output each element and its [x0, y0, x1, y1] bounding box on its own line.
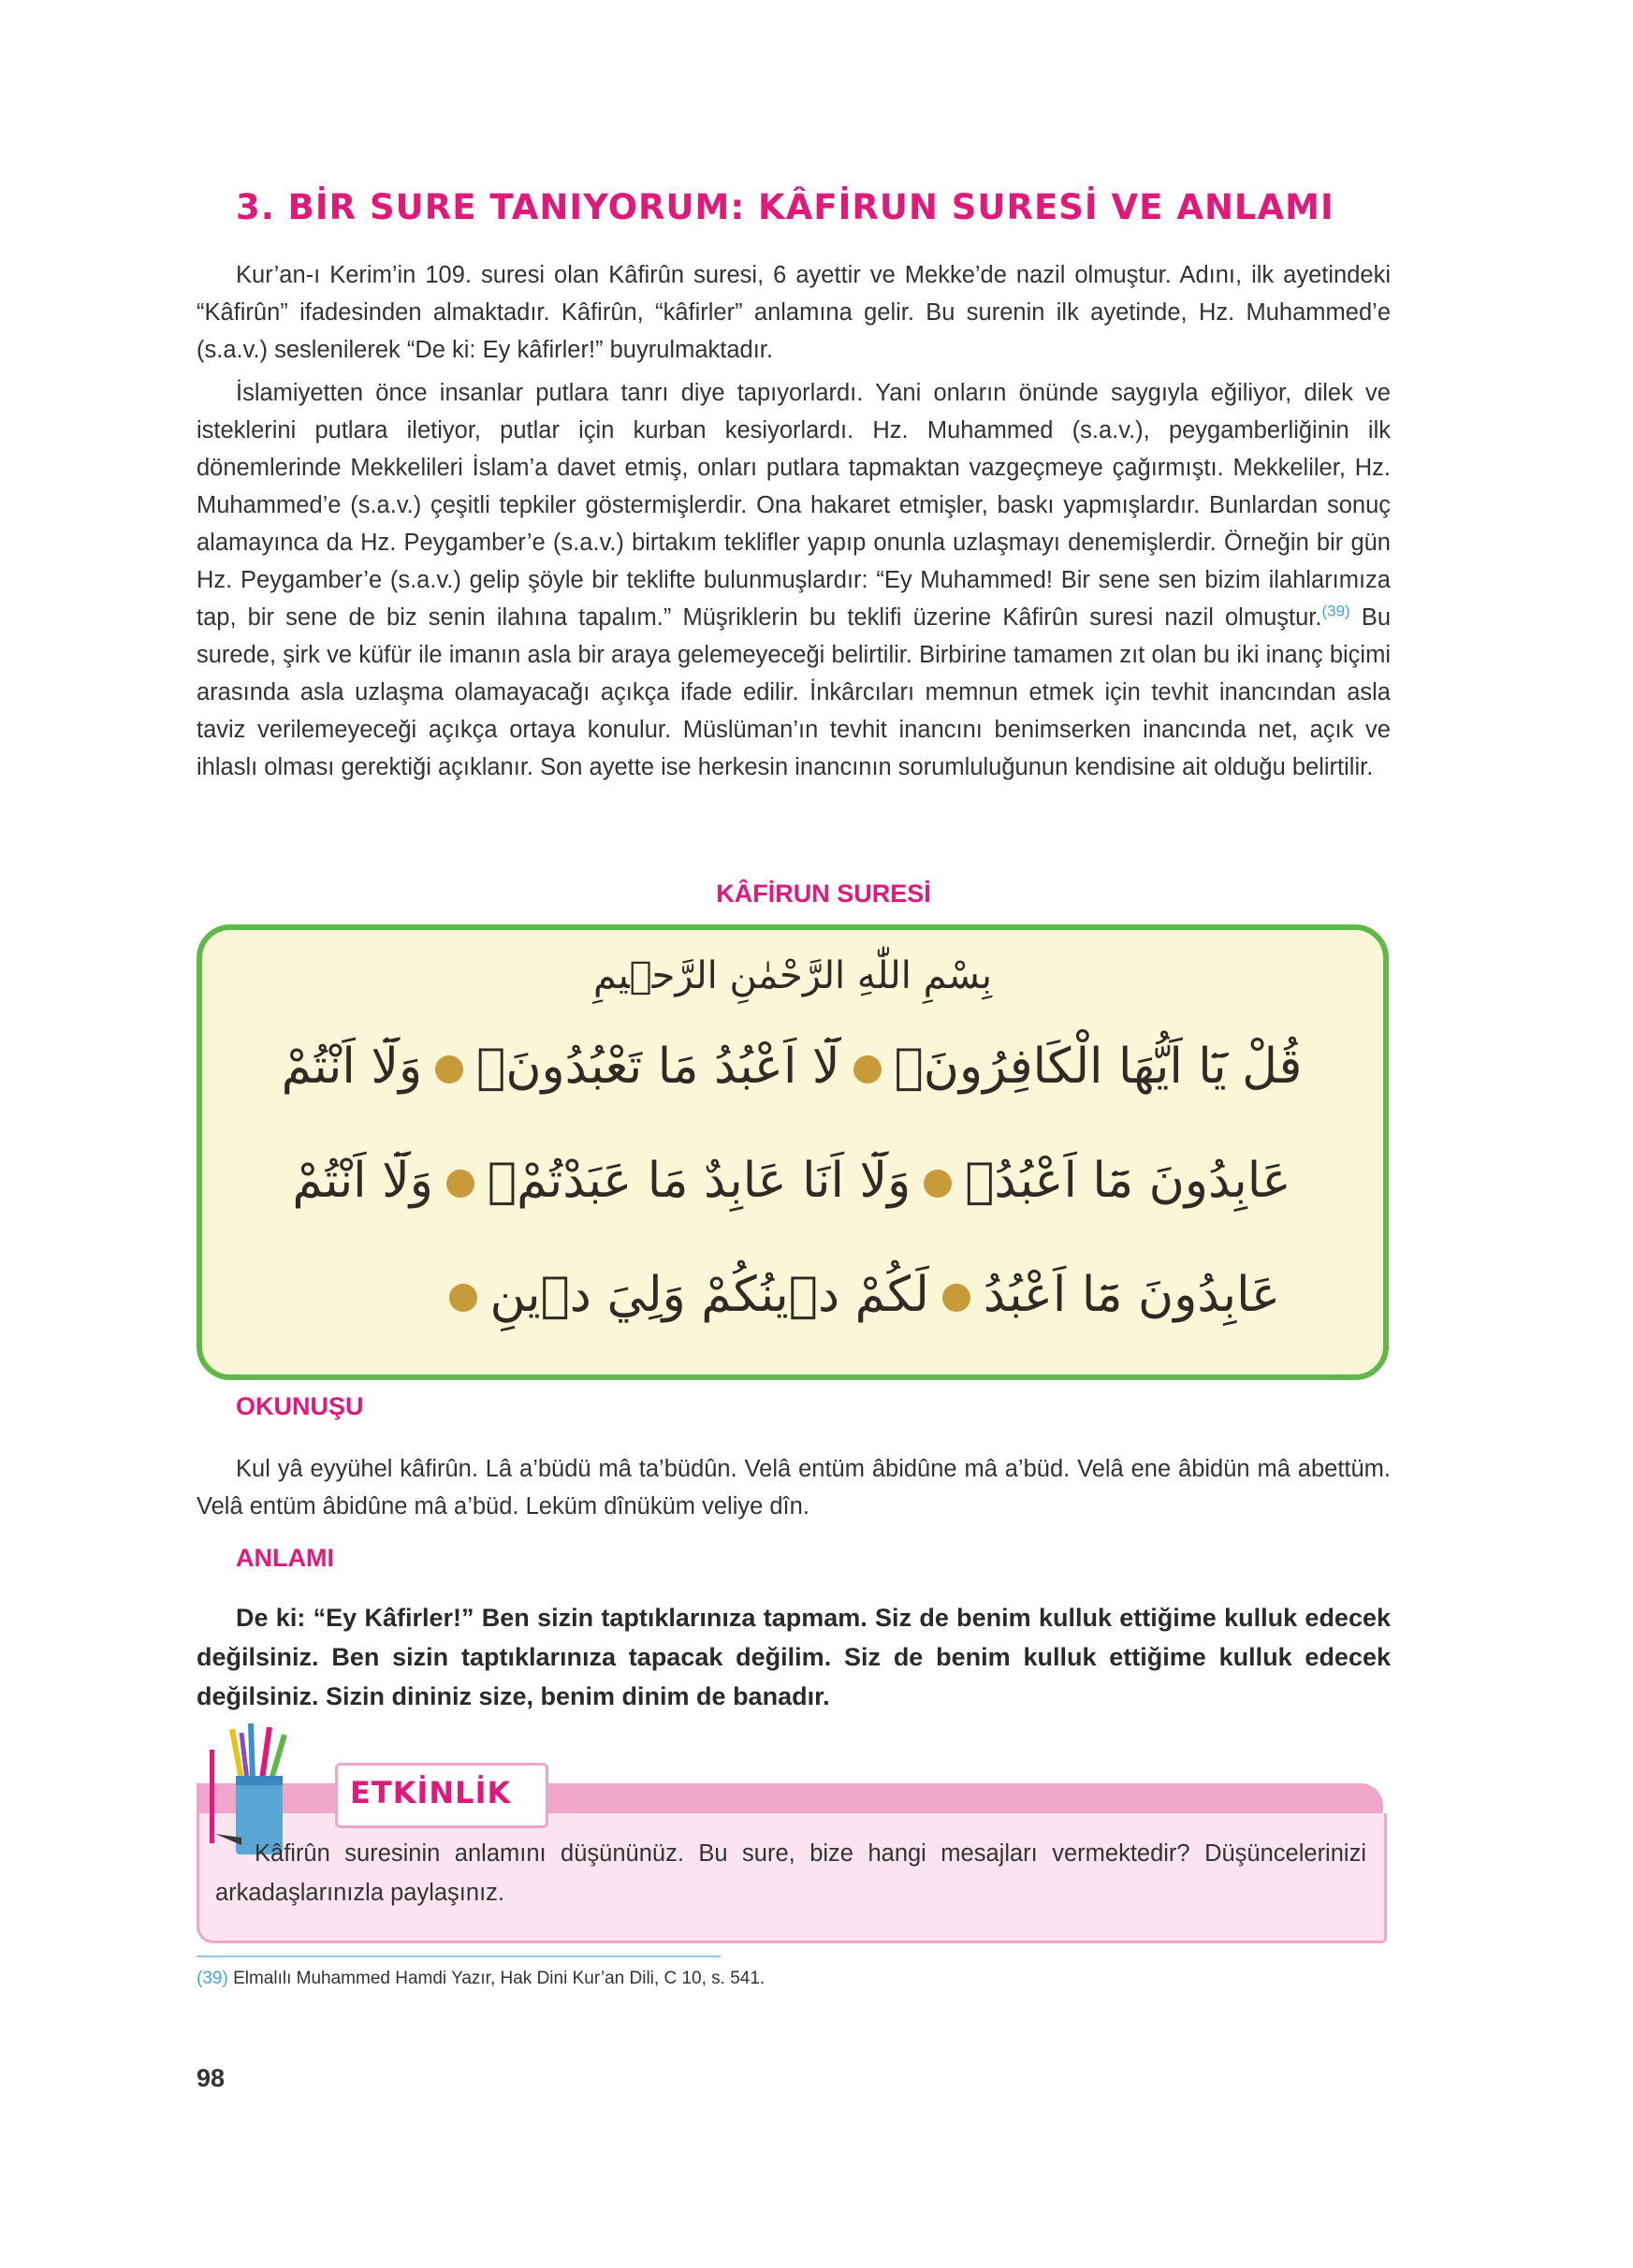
- meaning-text: De ki: “Ey Kâfirler!” Ben sizin taptıklarınıza tapmam. Siz de benim kulluk ettiğime kulluk edecek değilsiniz. Ben sizin taptıklarınıza tapacak değilim. Siz de benim kulluk ettiğime kulluk edecek değilsiniz. Sizin dininiz size, benim dinim de banadır.: [197, 1604, 1391, 1710]
- footnote: [197, 1969, 765, 1989]
- reading-heading: OKUNUŞU: [236, 1392, 364, 1420]
- surah-heading: KÂFİRUN SURESİ: [716, 880, 931, 908]
- intro-paragraph-2-part-2: Bu surede, şirk ve küfür ile imanın asla bir araya gelemeyeceği belirtilir. Birbirine tamamen zıt olan bu iki inanç biçimi arasında asla uzlaşma olamayacağı açıkça ifade edilir. İnkârcıları memnun etmek için tevhit inancından asla taviz verilemeyeceği açıkça ortaya konulur. Müslüman’ın tevhit inancını benimserken inancında net, açık ve ihlaslı olması gerektiği açıklanır. Son ayette ise herkesin inancının sorumluluğunun kendisine ait olduğu belirtilir.: [197, 604, 1392, 780]
- verse-end-marker-icon: [924, 1170, 952, 1198]
- verse-2-text: لَٓا اَعْبُدُ مَا تَعْبُدُونَۙ: [476, 1039, 840, 1095]
- verse-end-marker-icon: [435, 1055, 463, 1083]
- verse-line-1: [240, 1039, 1344, 1095]
- verse-3-end-text: عَابِدُونَ مَٓا اَعْبُدُۚ: [965, 1153, 1291, 1209]
- basmala: بِسْمِ اللّٰهِ الرَّحْمٰنِ الرَّح۪يمِ: [592, 954, 993, 997]
- intro-paragraph-2: [197, 374, 1391, 786]
- footnote-number: (39): [197, 1969, 228, 1988]
- verse-line-3: [436, 1267, 1280, 1323]
- verse-3-start-text: وَلَٓا اَنْتُمْ: [281, 1039, 423, 1095]
- intro-paragraph-1: [197, 256, 1391, 369]
- verse-end-marker-icon: [942, 1284, 970, 1312]
- intro-paragraph-2-part-1: İslamiyetten önce insanlar putlara tanrı diye tapıyorlardı. Yani onların önünde saygıyla eğiliyor, dilek ve isteklerini putlara iletiyor, putlar için kurban kesiyorlardı. Hz. Muhammed (s.a.v.), peygamberliğinin ilk dönemlerinde Mekkelileri İslam’a davet etmiş, onları putlara tapmaktan vazgeçmeye çağırmıştı. Mekkeliler, Hz. Muhammed’e (s.a.v.) çeşitli tepkiler göstermişlerdir. Ona hakaret etmişler, baskı yapmışlardır. Bunlardan sonuç alamayınca da Hz. Peygamber’e (s.a.v.) birtakım teklifler yapıp onunla uzlaşmayı denemişlerdir. Örneğin bir gün Hz. Peygamber’e (s.a.v.) gelip şöyle bir teklifte bulunmuşlardır: “Ey Muhammed! Bir sene sen bizim ilahlarımıza tap, bir sene de biz senin ilahına tapalım.” Müşriklerin bu teklifi üzerine Kâfirûn suresi nazil olmuştur.: [197, 380, 1391, 631]
- meaning-paragraph: [197, 1598, 1391, 1716]
- activity-text: Kâfirûn suresinin anlamını düşününüz. Bu sure, bize hangi mesajları vermektedir? Düşüncelerinizi arkadaşlarınızla paylaşınız.: [215, 1840, 1366, 1906]
- reading-text: Kul yâ eyyühel kâfirûn. Lâ a’büdü mâ ta’büdûn. Velâ entüm âbidûne mâ a’büd. Velâ ene âbidün mâ abettüm. Velâ entüm âbidûne mâ a’büd. Leküm dînüküm veliye dîn.: [197, 1456, 1391, 1519]
- verse-end-marker-icon: [446, 1170, 474, 1198]
- surah-text-box: [197, 924, 1389, 1380]
- verse-1-text: قُلْ يَٓا اَيُّهَا الْكَافِرُونَۙ: [894, 1039, 1303, 1095]
- verse-6-text: لَكُمْ د۪ينُكُمْ وَلِيَ د۪ينِ: [489, 1267, 929, 1323]
- activity-paragraph: [215, 1834, 1366, 1912]
- page-number: 98: [197, 2064, 226, 2092]
- meaning-heading: ANLAMI: [236, 1544, 334, 1572]
- verse-end-marker-icon: [853, 1055, 882, 1083]
- verse-end-marker-icon: [449, 1284, 477, 1312]
- intro-paragraph-1-text: Kur’an-ı Kerim’in 109. suresi olan Kâfirûn suresi, 6 ayettir ve Mekke’de nazil olmuştur. Adını, ilk ayetindeki “Kâfirûn” ifadesinden almaktadır. Kâfirûn, “kâfirler” anlamına gelir. Bu surenin ilk ayetinde, Hz. Muhammed’e (s.a.v.) seslenilerek “De ki: Ey kâfirler!” buyrulmaktadır.: [197, 262, 1391, 363]
- verse-5-end-text: عَابِدُونَ مَٓا اَعْبُدُ: [983, 1267, 1280, 1323]
- footnote-divider: [197, 1955, 721, 1957]
- verse-line-2: [240, 1153, 1344, 1209]
- footnote-text: Elmalılı Muhammed Hamdi Yazır, Hak Dini Kur’an Dili, C 10, s. 541.: [227, 1969, 765, 1988]
- footnote-reference[interactable]: (39): [1321, 602, 1350, 620]
- verse-5-start-text: وَلَٓا اَنْتُمْ: [292, 1153, 433, 1209]
- verse-4-text: وَلَٓا اَنَا عَابِدٌ مَا عَبَدْتُمْۙ: [487, 1153, 911, 1209]
- activity-label: ETKİNLİK: [350, 1775, 512, 1810]
- section-title: 3. BİR SURE TANIYORUM: KÂFİRUN SURESİ VE ANLAMI: [236, 187, 1334, 227]
- reading-paragraph: [197, 1450, 1391, 1525]
- intro-paragraph-2-text: [197, 374, 1391, 786]
